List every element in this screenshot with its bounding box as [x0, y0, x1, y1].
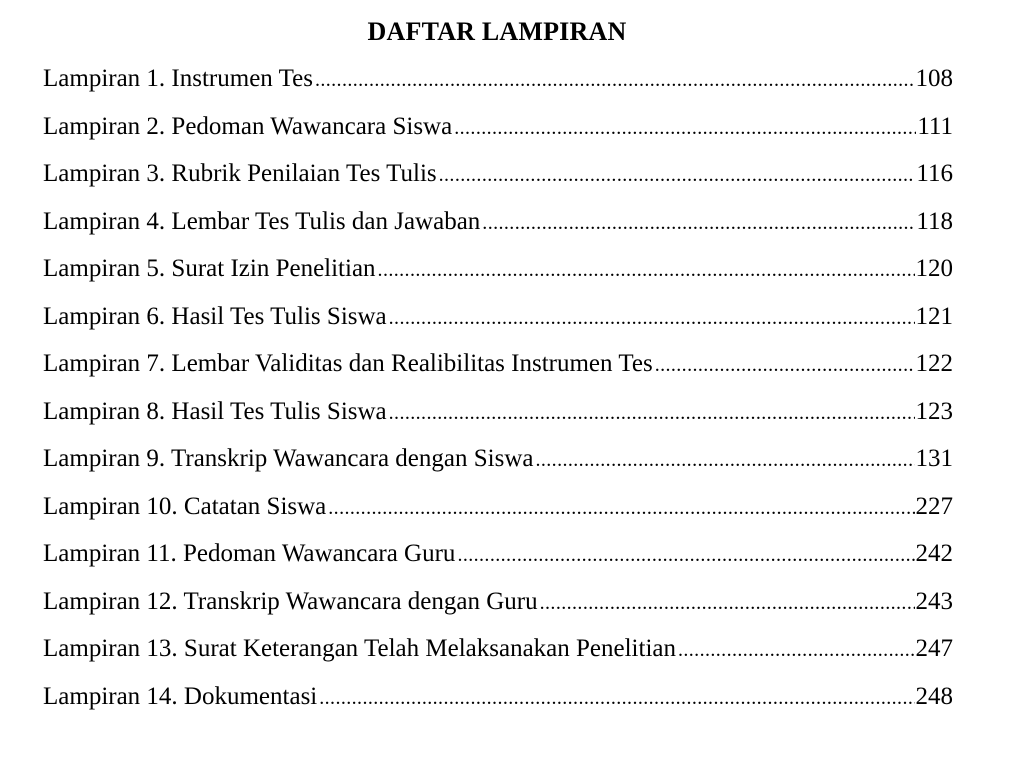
dot-leader: [457, 537, 914, 573]
appendix-entry-page: 248: [915, 682, 953, 710]
appendix-entry-page: 120: [915, 255, 953, 282]
appendix-entry: [43, 489, 953, 537]
appendix-entry: [43, 536, 953, 584]
appendix-entry-label: Lampiran 1. Instrumen Tes: [43, 65, 313, 92]
appendix-entry-label: Lampiran 13. Surat Keterangan Telah Melaksanakan Penelitian: [43, 635, 676, 662]
dot-leader: [535, 442, 914, 478]
appendix-entry-page: 122: [915, 350, 953, 377]
appendix-entry-page: 121: [915, 302, 953, 330]
appendix-entry-page: 108: [915, 65, 953, 92]
appendix-entry-page: 111: [917, 112, 953, 140]
appendix-entry: [43, 346, 953, 394]
dot-leader: [389, 300, 915, 336]
appendix-entry-label: Lampiran 4. Lembar Tes Tulis dan Jawaban: [43, 207, 481, 235]
dot-leader: [439, 157, 916, 193]
appendix-entry: [43, 441, 953, 489]
dot-leader: [540, 585, 915, 621]
dot-leader: [678, 632, 915, 668]
page-title: DAFTAR LAMPIRAN: [367, 17, 627, 46]
appendix-entry-page: 227: [915, 492, 953, 520]
appendix-entry-label: Lampiran 14. Dokumentasi: [43, 682, 318, 710]
appendix-entry-label: Lampiran 6. Hasil Tes Tulis Siswa: [43, 302, 387, 330]
appendix-entry-page: 242: [915, 540, 953, 567]
appendix-entry-page: 118: [916, 207, 953, 235]
appendix-entry-page: 123: [915, 397, 953, 425]
appendix-entry: [43, 204, 953, 252]
dot-leader: [454, 110, 916, 146]
appendix-entry: [43, 109, 953, 157]
appendix-entry: [43, 299, 953, 347]
dot-leader: [655, 347, 915, 383]
appendix-entry-page: 131: [915, 445, 953, 472]
appendix-entry-page: 243: [915, 587, 953, 615]
dot-leader: [482, 205, 915, 241]
appendix-entry: [43, 679, 953, 727]
dot-leader: [378, 252, 915, 288]
appendix-entry-label: Lampiran 9. Transkrip Wawancara dengan Siswa: [43, 445, 534, 472]
dot-leader: [389, 395, 915, 431]
appendix-entry: [43, 584, 953, 632]
appendix-entry-label: Lampiran 5. Surat Izin Penelitian: [43, 255, 376, 282]
appendix-entry-page: 116: [916, 160, 953, 187]
appendix-entry-label: Lampiran 12. Transkrip Wawancara dengan Guru: [43, 587, 538, 615]
appendix-entry-label: Lampiran 10. Catatan Siswa: [43, 492, 327, 520]
appendix-entry-label: Lampiran 8. Hasil Tes Tulis Siswa: [43, 397, 387, 425]
appendix-entry-label: Lampiran 2. Pedoman Wawancara Siswa: [43, 112, 453, 140]
appendix-entry-label: Lampiran 3. Rubrik Penilaian Tes Tulis: [43, 160, 437, 187]
appendix-entry-label: Lampiran 7. Lembar Validitas dan Realibilitas Instrumen Tes: [43, 350, 653, 377]
dot-leader: [315, 62, 915, 98]
appendix-entry: [43, 251, 953, 299]
appendix-list: [43, 61, 953, 726]
appendix-entry: [43, 631, 953, 679]
appendix-entry: [43, 61, 953, 109]
dot-leader: [319, 680, 914, 716]
appendix-entry: [43, 394, 953, 442]
dot-leader: [328, 490, 914, 526]
appendix-entry-label: Lampiran 11. Pedoman Wawancara Guru: [43, 540, 456, 567]
appendix-entry: [43, 156, 953, 204]
appendix-entry-page: 247: [915, 635, 953, 662]
